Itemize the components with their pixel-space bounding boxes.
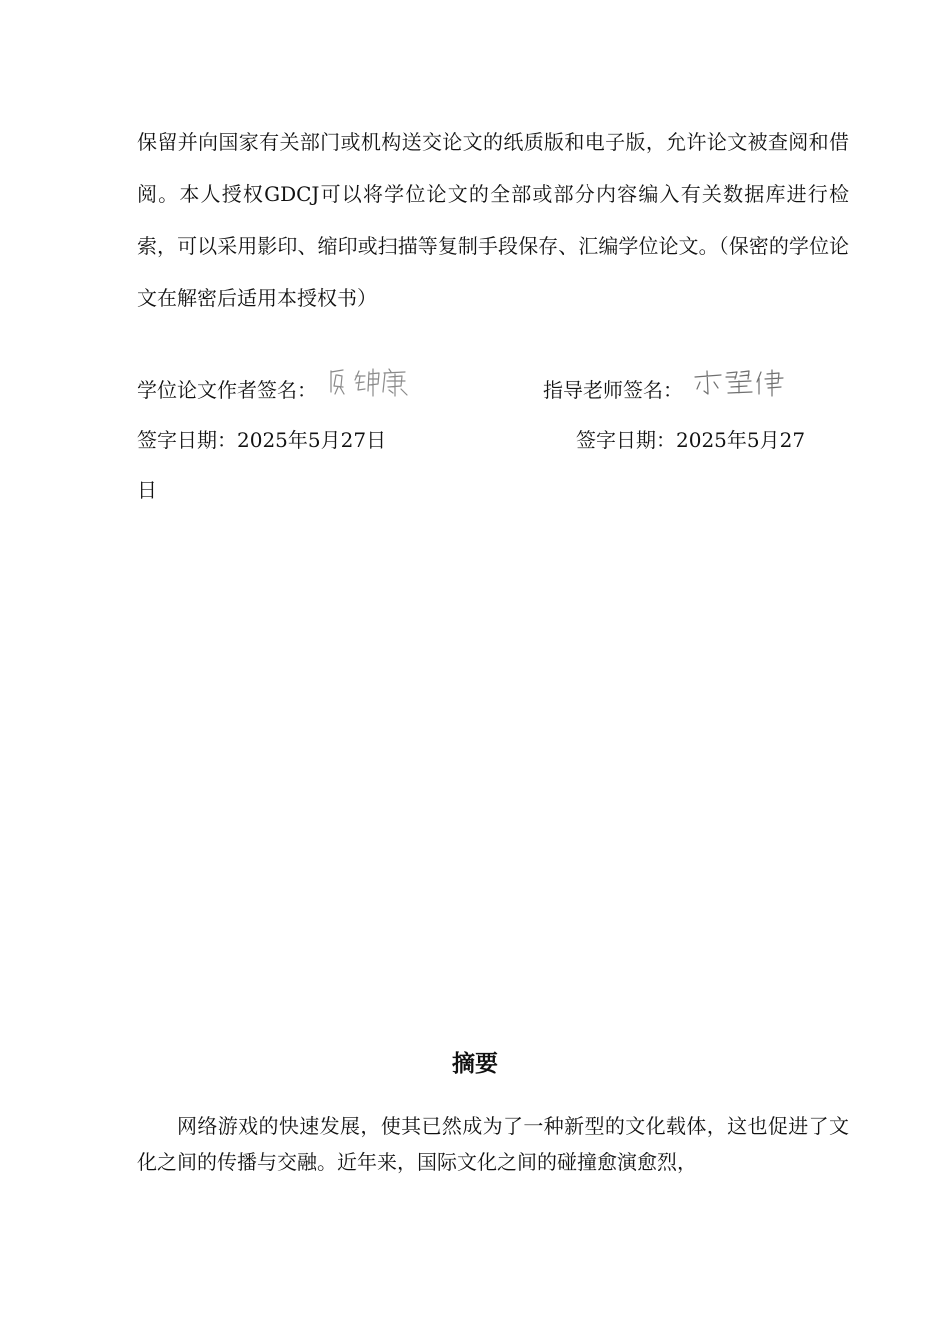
- advisor-sign-date-line2: 日: [137, 478, 157, 502]
- abstract-title: 摘要: [452, 1051, 498, 1077]
- authorization-paragraph: 保留并向国家有关部门或机构送交论文的纸质版和电子版，允许论文被查阅和借阅。本人授权GDCJ可以将学位论文的全部或部分内容编入有关数据库进行检索，可以采用影印、缩印或扫描等复制手段保存、汇编学位论文。（保密的学位论文在解密后适用本授权书）: [137, 130, 849, 310]
- advisor-sign-date-line1: 签字日期：2025年5月27: [576, 428, 806, 452]
- author-sign-date: 签字日期：2025年5月27日: [137, 428, 387, 452]
- author-handwritten-signature: [325, 366, 415, 413]
- author-signature-row: [137, 366, 415, 406]
- advisor-signature-label: 指导老师签名：: [543, 377, 683, 402]
- advisor-signature-row: [543, 366, 791, 406]
- abstract-paragraph: 网络游戏的快速发展，使其已然成为了一种新型的文化载体，这也促进了文化之间的传播与交融。近年来，国际文化之间的碰撞愈演愈烈，: [137, 1114, 849, 1174]
- advisor-handwritten-signature: [691, 366, 791, 413]
- author-signature-label: 学位论文作者签名：: [137, 377, 317, 402]
